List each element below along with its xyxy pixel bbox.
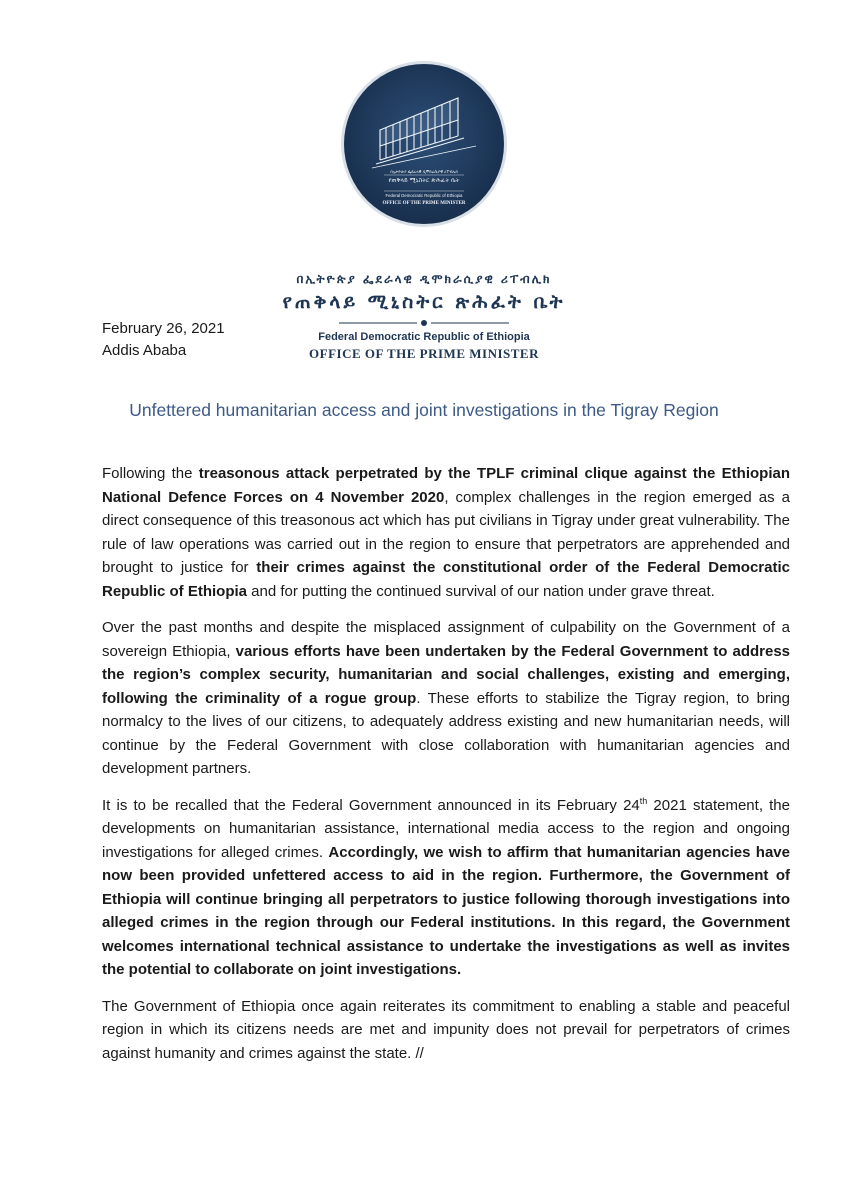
paragraph-1: Following the treasonous attack perpetrated by the TPLF criminal clique against the Ethiopian National Defence Forces on 4 November 2020, complex challenges in the region emerged as a direct consequence of this treasonous act which has put civilians in Tigray under great vulnerability. The rule of law operations was carried out in the region to ensure that perpetrators are apprehended and brought to justice for their crimes against the constitutional order of the Federal Democratic Republic of Ethiopia and for putting the continued survival of our nation under grave threat.	[102, 465, 790, 600]
seal-amharic-text: በኢትዮጵያ ፌደራላዊ ዲሞክራሲያዊ ሪፐብሊክ	[390, 169, 458, 174]
letterhead-divider	[329, 317, 519, 329]
office-seal-logo	[340, 60, 508, 228]
paragraph-2: Over the past months and despite the misplaced assignment of culpability on the Government of a sovereign Ethiopia, various efforts have been undertaken by the Federal Government to address the region’s complex security, humanitarian and social challenges, existing and emerging, following the criminality of a rogue group. These efforts to stabilize the Tigray region, to bring normalcy to the lives of our citizens, to adequately address existing and new humanitarian needs, will continue by the Federal Government with close collaboration with humanitarian agencies and development partners.	[102, 619, 791, 777]
letterhead-country-name: Federal Democratic Republic of Ethiopia	[318, 331, 530, 343]
letterhead-amharic-office: የጠቅላይ ሚኒስትር ጽሕፈት ቤት	[282, 291, 566, 313]
svg-text:የጠቅላይ ሚኒስትር ጽሕፈት ቤት: የጠቅላይ ሚኒስትር ጽሕፈት ቤት	[388, 177, 460, 184]
dateline	[102, 318, 225, 362]
bold-emphasis: treasonous attack perpetrated by the TPLF criminal clique against the Ethiopian National Defence Forces on 4 November 2020	[102, 465, 790, 506]
release-date: February 26, 2021	[102, 320, 225, 337]
letterhead-amharic-country: በኢትዮጵያ ፌደራላዊ ዲሞክራሲያዊ ሪፐብሊክ	[296, 272, 552, 286]
paragraph-3: It is to be recalled that the Federal Government announced in its February 24th 2021 statement, the developments on humanitarian assistance, international media access to the region and ongoing investigations for alleged crimes. Accordingly, we wish to affirm that humanitarian agencies have now been provided unfettered access to aid in the region. Furthermore, the Government of Ethiopia will continue bringing all perpetrators to justice following thorough investigations into alleged crimes in the region through our Federal institutions. In this regard, the Government welcomes international technical assistance to undertake the investigations as well as invites the potential to collaborate on joint investigations.	[102, 795, 790, 978]
bold-emphasis: various efforts have been undertaken by the Federal Government to address the region’s complex security, humanitarian and social challenges, existing and emerging, following the criminality of a rogue group	[102, 642, 791, 707]
ordinal-suffix: th	[639, 795, 648, 806]
svg-text:Federal Democratic Republic of: Federal Democratic Republic of Ethiopia	[385, 193, 463, 198]
svg-text:OFFICE OF THE PRIME MINISTER: OFFICE OF THE PRIME MINISTER	[382, 201, 466, 206]
paragraph-4: The Government of Ethiopia once again reiterates its commitment to enabling a stable and peaceful region in which its citizens needs are met and impunity does not prevail for perpetrators of crimes against humanity and crimes against the state. //	[102, 997, 790, 1062]
bold-emphasis: Accordingly, we wish to affirm that humanitarian agencies have now been provided unfettered access to aid in the region. Furthermore, the Government of Ethiopia will continue bringing all perpetrators to justice following thorough investigations into alleged crimes in the region through our Federal institutions. In this regard, the Government welcomes international technical assistance to undertake the investigations as well as invites the potential to collaborate on joint investigations.	[102, 843, 790, 978]
letterhead	[0, 60, 848, 362]
release-place: Addis Ababa	[102, 342, 187, 359]
bold-emphasis: their crimes against the constitutional order of the Federal Democratic Republic of Ethiopia	[102, 559, 790, 600]
document-body	[102, 462, 790, 1078]
letterhead-office-name: OFFICE OF THE PRIME MINISTER	[309, 346, 539, 361]
document-title: Unfettered humanitarian access and joint investigations in the Tigray Region	[129, 400, 719, 420]
